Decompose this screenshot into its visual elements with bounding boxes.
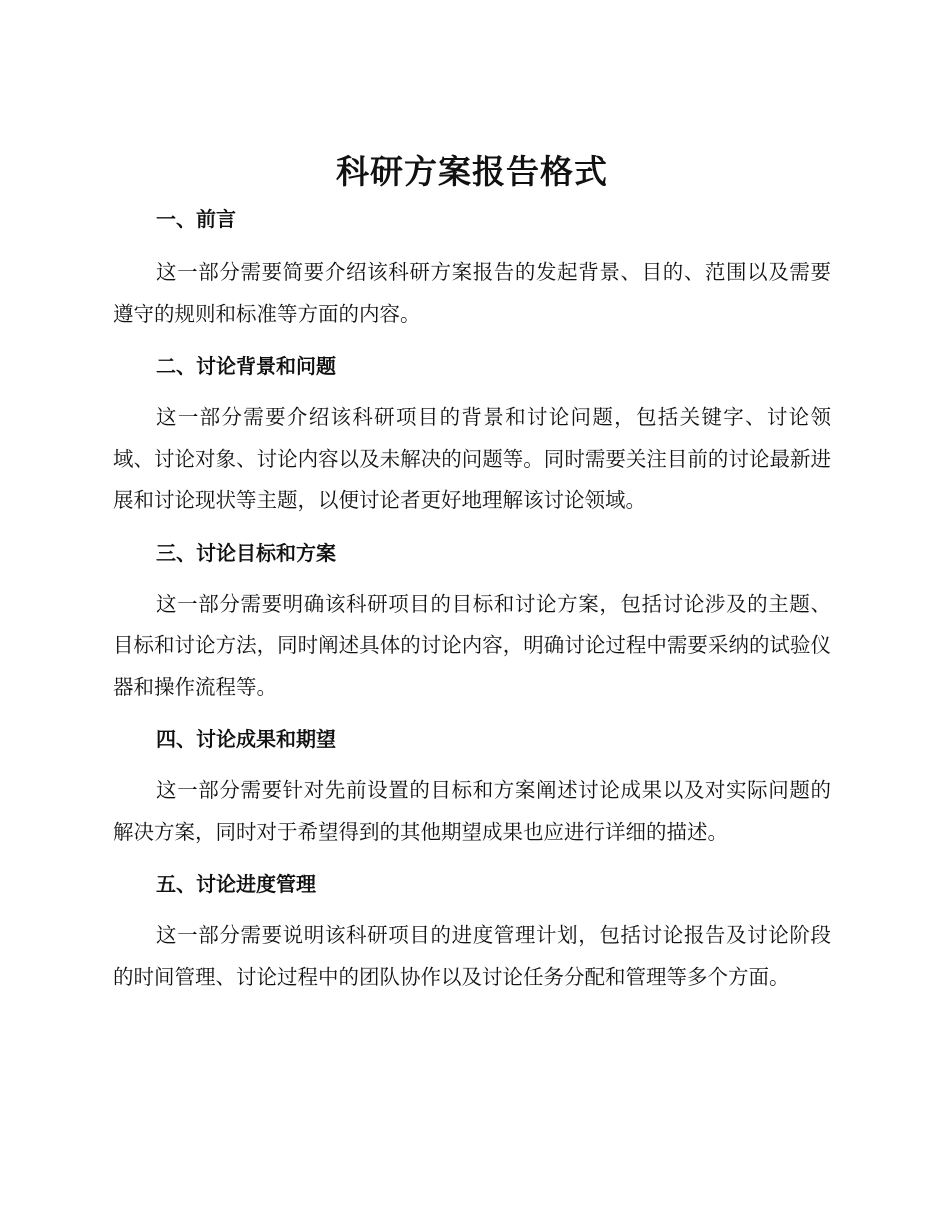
section-heading-goals: 三、讨论目标和方案	[156, 540, 336, 565]
section-body-background: 这一部分需要介绍该科研项目的背景和讨论问题，包括关键字、讨论领域、讨论对象、讨论内容以及未解决的问题等。同时需要关注目前的讨论最新进展和讨论现状等主题，以便讨论者更好地理解该讨论领域。	[113, 405, 831, 512]
document-title: 科研方案报告格式	[336, 152, 608, 191]
section-body-schedule: 这一部分需要说明该科研项目的进度管理计划，包括讨论报告及讨论阶段的时间管理、讨论过程中的团队协作以及讨论任务分配和管理等多个方面。	[113, 923, 831, 989]
section-body-preface: 这一部分需要简要介绍该科研方案报告的发起背景、目的、范围以及需要遵守的规则和标准等方面的内容。	[113, 260, 831, 326]
section-heading-results: 四、讨论成果和期望	[156, 727, 336, 751]
section-heading-preface: 一、前言	[156, 207, 236, 231]
section-body-goals: 这一部分需要明确该科研项目的目标和讨论方案，包括讨论涉及的主题、目标和讨论方法，同时阐述具体的讨论内容，明确讨论过程中需要采纳的试验仪器和操作流程等。	[113, 591, 831, 699]
section-body-results: 这一部分需要针对先前设置的目标和方案阐述讨论成果以及对实际问题的解决方案，同时对于希望得到的其他期望成果也应进行详细的描述。	[113, 778, 831, 844]
document-content	[113, 150, 831, 998]
section-heading-background: 二、讨论背景和问题	[156, 354, 336, 378]
section-heading-schedule: 五、讨论进度管理	[156, 872, 316, 896]
